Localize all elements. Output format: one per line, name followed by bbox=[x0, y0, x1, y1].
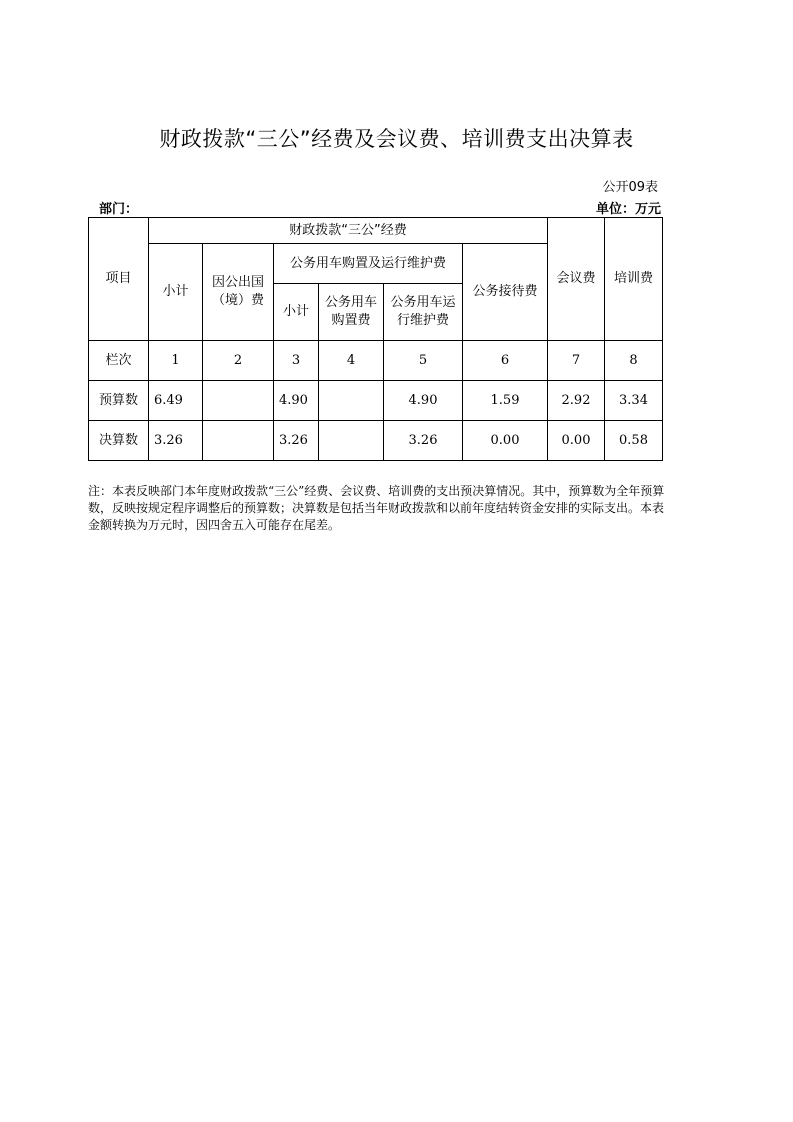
table-cell bbox=[203, 421, 274, 461]
header-meeting: 会议费 bbox=[548, 218, 605, 341]
table-cell: 4.90 bbox=[274, 381, 319, 421]
header-subtotal: 小计 bbox=[149, 244, 203, 341]
table-cell bbox=[319, 421, 384, 461]
header-item: 项目 bbox=[89, 218, 149, 341]
form-number: 公开09表 bbox=[602, 180, 658, 195]
table-cell: 3.26 bbox=[384, 421, 463, 461]
table-cell: 0.00 bbox=[548, 421, 605, 461]
table-cell bbox=[319, 381, 384, 421]
table-cell: 1.59 bbox=[463, 381, 548, 421]
table-cell: 3 bbox=[274, 341, 319, 381]
table-cell: 5 bbox=[384, 341, 463, 381]
table-cell: 4.90 bbox=[384, 381, 463, 421]
table-cell: 1 bbox=[149, 341, 203, 381]
header-three-public-group: 财政拨款“三公”经费 bbox=[149, 218, 548, 244]
page-title: 财政拨款“三公”经费及会议费、培训费支出决算表 bbox=[159, 127, 634, 151]
row-label-column-index: 栏次 bbox=[89, 341, 149, 381]
table-cell: 7 bbox=[548, 341, 605, 381]
footnote: 注：本表反映部门本年度财政拨款“三公”经费、会议费、培训费的支出预决算情况。其中，预算数为全年预算数，反映按规定程序调整后的预算数；决算数是包括当年财政拨款和以前年度结转资金安排的实际支出。本表金额转换为万元时，因四舍五入可能存在尾差。 bbox=[88, 484, 665, 532]
header-vehicle-operation: 公务用车运行维护费 bbox=[384, 284, 463, 341]
table-cell: 4 bbox=[319, 341, 384, 381]
table-cell bbox=[203, 381, 274, 421]
table-cell: 6 bbox=[463, 341, 548, 381]
row-label-budget: 预算数 bbox=[89, 381, 149, 421]
table-cell: 3.26 bbox=[149, 421, 203, 461]
table-cell: 2.92 bbox=[548, 381, 605, 421]
table-cell: 6.49 bbox=[149, 381, 203, 421]
department-label: 部门： bbox=[99, 202, 139, 217]
header-overseas: 因公出国（境）费 bbox=[203, 244, 274, 341]
table-cell: 2 bbox=[203, 341, 274, 381]
header-training: 培训费 bbox=[605, 218, 663, 341]
header-vehicle-group: 公务用车购置及运行维护费 bbox=[274, 244, 463, 284]
table-cell: 3.26 bbox=[274, 421, 319, 461]
unit-label: 单位：万元 bbox=[595, 202, 661, 217]
table-cell: 0.58 bbox=[605, 421, 663, 461]
header-vehicle-purchase: 公务用车购置费 bbox=[319, 284, 384, 341]
header-vehicle-subtotal: 小计 bbox=[274, 284, 319, 341]
table-cell: 0.00 bbox=[463, 421, 548, 461]
expenditure-table bbox=[88, 217, 663, 461]
row-label-final-accounts: 决算数 bbox=[89, 421, 149, 461]
header-reception: 公务接待费 bbox=[463, 244, 548, 341]
table-cell: 3.34 bbox=[605, 381, 663, 421]
table-cell: 8 bbox=[605, 341, 663, 381]
